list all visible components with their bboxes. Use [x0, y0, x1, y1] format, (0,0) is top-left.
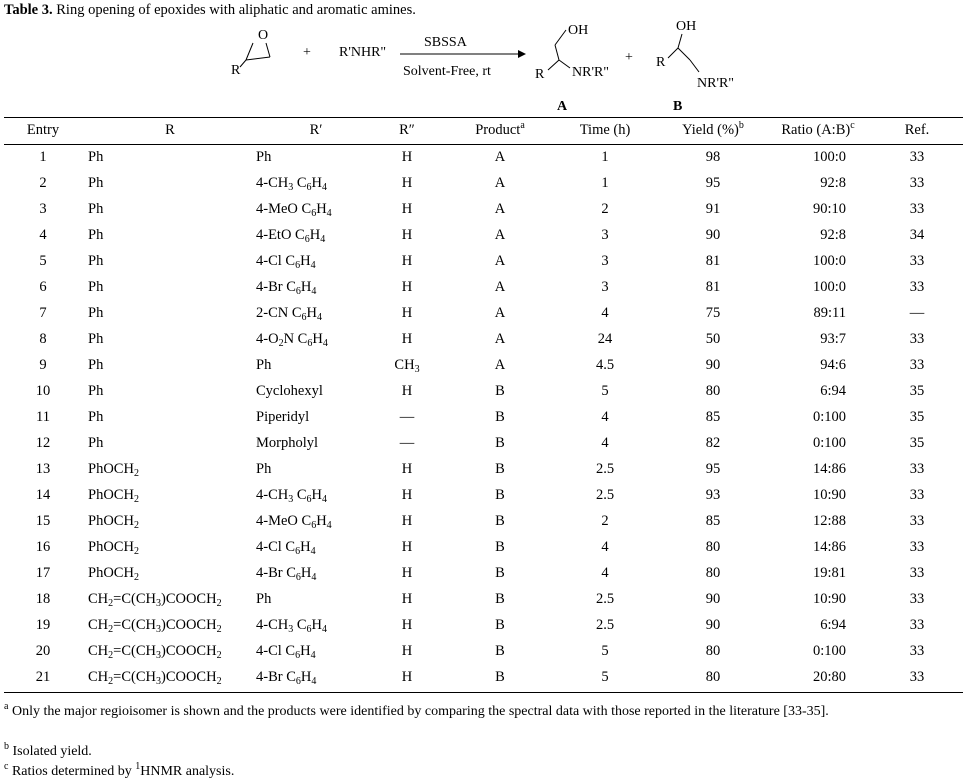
table-row	[0, 457, 967, 483]
cell-r-double-prime: H	[401, 227, 413, 243]
cell-entry: 3	[39, 201, 47, 217]
header-yield-sup: b	[738, 120, 744, 131]
cell-r-double-prime: H	[401, 201, 413, 217]
epoxide-oxygen: O	[258, 28, 269, 43]
cell-ref: 33	[909, 253, 925, 269]
cell-yield: 80	[705, 669, 721, 685]
cell-r: $CH_2=C(CH_3)COOCH_2$	[88, 643, 222, 661]
header-r: R	[165, 122, 175, 138]
cell-entry: 4	[39, 227, 47, 243]
cell-product: A	[494, 175, 506, 191]
cell-yield: 90	[705, 591, 721, 607]
cell-time: 2.5	[595, 617, 615, 633]
table-row	[0, 301, 967, 327]
header-entry: Entry	[26, 122, 60, 138]
cell-r: $CH_2=C(CH_3)COOCH_2$	[88, 617, 222, 635]
cell-product: B	[495, 383, 505, 399]
cell-r-double-prime: H	[401, 591, 413, 607]
product-b-amine: NR'R"	[697, 76, 735, 91]
cell-r-prime: 2-CN $C_6H_4$	[256, 305, 323, 323]
cell-ratio: 10:90	[812, 487, 846, 503]
cell-ratio: 94:6	[820, 357, 846, 373]
cell-yield: 91	[705, 201, 721, 217]
footnote-a	[4, 702, 959, 721]
footnote-b-mark: b	[4, 741, 9, 752]
product-a-bond-4	[559, 60, 570, 68]
cell-time: 4	[601, 565, 609, 581]
cell-ref: 33	[909, 279, 925, 295]
cell-ref: 33	[909, 175, 925, 191]
cell-yield: 80	[705, 643, 721, 659]
table-row	[0, 639, 967, 665]
cell-ratio: 92:8	[820, 227, 846, 243]
cell-time: 3	[601, 227, 609, 243]
cell-r-double-prime: H	[401, 643, 413, 659]
cell-r: Ph	[88, 227, 104, 243]
cell-time: 4.5	[595, 357, 615, 373]
cell-product: B	[495, 513, 505, 529]
table-row	[0, 483, 967, 509]
product-b-oh: OH	[676, 19, 697, 34]
product-a-amine: NR'R"	[572, 65, 610, 80]
cell-r: Ph	[88, 331, 104, 347]
plus-sign-2: +	[625, 50, 633, 65]
header-ratio-sup: c	[850, 120, 855, 131]
cell-r-double-prime: —	[399, 435, 415, 451]
cell-ref: 33	[909, 357, 925, 373]
cell-r-double-prime: H	[401, 487, 413, 503]
cell-time: 4	[601, 435, 609, 451]
cell-ratio: 14:86	[812, 539, 846, 555]
cell-entry: 6	[39, 279, 47, 295]
cell-entry: 2	[39, 175, 47, 191]
cell-ref: 35	[909, 383, 925, 399]
cell-time: 2.5	[595, 591, 615, 607]
cell-ratio: 6:94	[820, 617, 846, 633]
cell-product: B	[495, 669, 505, 685]
cell-ratio: 93:7	[820, 331, 846, 347]
cell-entry: 1	[39, 149, 47, 165]
footnote-b	[4, 742, 959, 761]
table-row	[0, 197, 967, 223]
cell-ref: 33	[909, 669, 925, 685]
cell-r-prime: 4-Br $C_6H_4$	[256, 565, 317, 583]
cell-yield: 85	[705, 409, 721, 425]
cell-entry: 11	[36, 409, 50, 425]
conditions-label: Solvent-Free, rt	[403, 64, 491, 79]
cell-r-prime: $4-O_2N$ $C_6H_4$	[256, 331, 328, 349]
epoxide-bond-right	[266, 43, 270, 57]
cell-entry: 16	[35, 539, 51, 555]
cell-ref: 33	[909, 643, 925, 659]
cell-time: 3	[601, 253, 609, 269]
cell-ref: 33	[909, 201, 925, 217]
cell-entry: 19	[35, 617, 51, 633]
cell-product: A	[494, 357, 506, 373]
cell-yield: 90	[705, 227, 721, 243]
cell-r-double-prime: H	[401, 461, 413, 477]
table-bottom-rule	[4, 692, 963, 693]
cell-entry: 12	[35, 435, 51, 451]
cell-entry: 14	[35, 487, 51, 503]
product-a-oh: OH	[568, 23, 589, 38]
cell-ratio: 12:88	[812, 513, 846, 529]
cell-ratio: 14:86	[812, 461, 846, 477]
cell-time: 2.5	[595, 487, 615, 503]
cell-r-double-prime: H	[401, 253, 413, 269]
cell-product: B	[495, 435, 505, 451]
cell-r-double-prime: H	[401, 669, 413, 685]
cell-product: A	[494, 253, 506, 269]
cell-yield: 90	[705, 357, 721, 373]
cell-time: 1	[601, 175, 609, 191]
cell-r: Ph	[88, 149, 104, 165]
cell-r: PhOCH$_2$	[88, 539, 139, 557]
cell-r-prime: 4-Br $C_6H_4$	[256, 279, 317, 297]
cell-ratio: 92:8	[820, 175, 846, 191]
cell-ref: 33	[909, 591, 925, 607]
table-row	[0, 535, 967, 561]
cell-yield: 80	[705, 383, 721, 399]
cell-ref: 33	[909, 617, 925, 633]
cell-yield: 50	[705, 331, 721, 347]
cell-r: Ph	[88, 305, 104, 321]
cell-entry: 8	[39, 331, 47, 347]
header-product	[475, 122, 525, 139]
cell-product: B	[495, 591, 505, 607]
footnote-c-mark: c	[4, 761, 9, 772]
cell-yield: 85	[705, 513, 721, 529]
table-row	[0, 587, 967, 613]
cell-ratio: 100:0	[812, 149, 846, 165]
header-product-sup: a	[520, 120, 525, 131]
cell-r-prime: Ph	[256, 149, 272, 165]
plus-sign-1: +	[303, 45, 311, 60]
cell-yield: 81	[705, 279, 721, 295]
header-yield	[682, 122, 744, 139]
cell-r-prime: Ph	[256, 461, 272, 477]
product-b-bond-4	[690, 60, 699, 72]
cell-time: 1	[601, 149, 609, 165]
epoxide-bond-r	[240, 60, 246, 67]
epoxide-r-label: R	[231, 63, 241, 78]
cell-product: B	[495, 643, 505, 659]
cell-time: 5	[601, 383, 609, 399]
cell-ref: 33	[909, 461, 925, 477]
cell-ref: 34	[909, 227, 925, 243]
cell-r: PhOCH$_2$	[88, 565, 139, 583]
cell-product: B	[495, 461, 505, 477]
footnote-a-mark: a	[4, 701, 9, 712]
cell-ratio: 0:100	[812, 409, 846, 425]
table-row	[0, 405, 967, 431]
cell-r-prime: $4-CH_3$ $C_6H_4$	[256, 487, 328, 505]
cell-r-prime: Cyclohexyl	[256, 383, 323, 399]
caption-text: Ring opening of epoxides with aliphatic and aromatic amines.	[56, 2, 416, 18]
cell-time: 5	[601, 643, 609, 659]
footnote-a-text: Only the major regioisomer is shown and the products were identified by comparing the spectral data with those reported in the literature [33-35].	[11, 704, 829, 719]
cell-r-prime: 4-MeO $C_6H_4$	[256, 513, 332, 531]
cell-product: A	[494, 201, 506, 217]
cell-entry: 21	[35, 669, 51, 685]
cell-r-prime: Ph	[256, 591, 272, 607]
cell-r-double-prime: H	[401, 175, 413, 191]
cell-ratio: 19:81	[812, 565, 846, 581]
cell-r-prime: $4-CH_3$ $C_6H_4$	[256, 175, 328, 193]
reaction-arrowhead	[518, 50, 526, 58]
catalyst-label: SBSSA	[424, 35, 467, 50]
cell-r-double-prime: H	[401, 539, 413, 555]
cell-r: PhOCH$_2$	[88, 487, 139, 505]
cell-r-double-prime: H	[401, 149, 413, 165]
cell-yield: 95	[705, 175, 721, 191]
product-b-bond-1	[678, 34, 682, 48]
product-b-label: B	[673, 99, 683, 114]
cell-ref: —	[909, 305, 925, 321]
cell-ref: 33	[909, 539, 925, 555]
table-row	[0, 327, 967, 353]
cell-time: 4	[601, 409, 609, 425]
cell-ratio: 0:100	[812, 435, 846, 451]
cell-product: B	[495, 487, 505, 503]
cell-ref: 35	[909, 435, 925, 451]
cell-r-prime: Piperidyl	[256, 409, 310, 425]
cell-r: Ph	[88, 357, 104, 373]
cell-ratio: 89:11	[813, 305, 846, 321]
cell-yield: 98	[705, 149, 721, 165]
header-ref: Ref.	[904, 122, 930, 138]
epoxide-bond-left	[246, 43, 253, 60]
cell-r-prime: 4-EtO $C_6H_4$	[256, 227, 326, 245]
cell-time: 2	[601, 201, 609, 217]
footnote-c-tail: HNMR analysis.	[140, 764, 235, 779]
table-row	[0, 561, 967, 587]
reaction-scheme	[0, 0, 967, 118]
cell-r-double-prime: H	[401, 331, 413, 347]
header-yield-text: Yield (%)	[682, 122, 739, 138]
product-b-bond-3	[678, 48, 690, 60]
cell-r: Ph	[88, 279, 104, 295]
cell-product: B	[495, 539, 505, 555]
cell-ratio: 20:80	[812, 669, 846, 685]
cell-entry: 20	[35, 643, 51, 659]
cell-r-double-prime: —	[399, 409, 415, 425]
cell-r-prime: 4-Cl $C_6H_4$	[256, 539, 316, 557]
product-b-bond-2	[668, 48, 678, 58]
footnote-c-text: Ratios determined by	[11, 764, 136, 779]
cell-time: 2	[601, 513, 609, 529]
cell-entry: 17	[35, 565, 51, 581]
cell-ref: 33	[909, 487, 925, 503]
cell-time: 5	[601, 669, 609, 685]
cell-r-prime: 4-Cl $C_6H_4$	[256, 643, 316, 661]
table-row	[0, 353, 967, 379]
product-a-bond-2	[555, 45, 559, 60]
cell-r-double-prime: H	[401, 305, 413, 321]
cell-ratio: 0:100	[812, 643, 846, 659]
table-row	[0, 509, 967, 535]
cell-r-prime: 4-Br $C_6H_4$	[256, 669, 317, 687]
cell-yield: 80	[705, 539, 721, 555]
cell-entry: 9	[39, 357, 47, 373]
cell-product: A	[494, 227, 506, 243]
cell-r-prime: 4-MeO $C_6H_4$	[256, 201, 332, 219]
cell-product: B	[495, 409, 505, 425]
header-ratio	[781, 122, 854, 139]
header-product-text: Product	[475, 122, 521, 138]
cell-product: A	[494, 149, 506, 165]
cell-r: Ph	[88, 253, 104, 269]
table-row	[0, 275, 967, 301]
footnote-b-text: Isolated yield.	[12, 744, 92, 759]
cell-r-double-prime: H	[401, 279, 413, 295]
cell-ref: 33	[909, 149, 925, 165]
product-a-r: R	[535, 67, 545, 82]
cell-time: 3	[601, 279, 609, 295]
cell-r: Ph	[88, 409, 104, 425]
cell-product: A	[494, 279, 506, 295]
cell-r-double-prime: H	[401, 383, 413, 399]
cell-ref: 33	[909, 331, 925, 347]
cell-ratio: 100:0	[812, 253, 846, 269]
amine-reagent: R'NHR"	[339, 45, 387, 60]
table-row	[0, 249, 967, 275]
cell-r-double-prime: H	[401, 513, 413, 529]
header-time: Time (h)	[579, 122, 631, 138]
cell-yield: 75	[705, 305, 721, 321]
cell-ref: 33	[909, 513, 925, 529]
table-row	[0, 145, 967, 171]
cell-entry: 5	[39, 253, 47, 269]
cell-yield: 95	[705, 461, 721, 477]
cell-yield: 82	[705, 435, 721, 451]
footnote-c	[4, 762, 959, 781]
product-a-bond-3	[548, 60, 559, 70]
cell-entry: 18	[35, 591, 51, 607]
cell-entry: 13	[35, 461, 51, 477]
cell-entry: 7	[39, 305, 47, 321]
cell-yield: 93	[705, 487, 721, 503]
cell-r-prime: 4-Cl $C_6H_4$	[256, 253, 316, 271]
cell-r: Ph	[88, 201, 104, 217]
product-a-bond-1	[555, 30, 566, 45]
cell-time: 4	[601, 539, 609, 555]
cell-time: 2.5	[595, 461, 615, 477]
cell-product: A	[494, 331, 506, 347]
cell-yield: 90	[705, 617, 721, 633]
cell-r: $CH_2=C(CH_3)COOCH_2$	[88, 669, 222, 687]
cell-r: PhOCH$_2$	[88, 513, 139, 531]
header-r-double-prime: R″	[399, 122, 415, 138]
cell-yield: 80	[705, 565, 721, 581]
table-header	[0, 118, 967, 144]
table-row	[0, 171, 967, 197]
cell-ratio: 10:90	[812, 591, 846, 607]
cell-r: $CH_2=C(CH_3)COOCH_2$	[88, 591, 222, 609]
cell-yield: 81	[705, 253, 721, 269]
cell-r-prime: Ph	[256, 357, 272, 373]
product-b-r: R	[656, 55, 666, 70]
cell-ratio: 6:94	[820, 383, 846, 399]
cell-r-double-prime: H	[401, 617, 413, 633]
cell-r: PhOCH$_2$	[88, 461, 139, 479]
cell-entry: 10	[35, 383, 51, 399]
epoxide-bond-cc	[246, 57, 270, 60]
table-label: Table 3.	[4, 2, 53, 18]
table-row	[0, 431, 967, 457]
cell-ref: 35	[909, 409, 925, 425]
table-row	[0, 665, 967, 691]
cell-time: 24	[597, 331, 613, 347]
cell-product: B	[495, 617, 505, 633]
header-r-prime: R′	[309, 122, 323, 138]
cell-r-double-prime: H	[401, 565, 413, 581]
cell-product: A	[494, 305, 506, 321]
cell-ratio: 90:10	[812, 201, 846, 217]
header-ratio-text: Ratio (A:B)	[781, 122, 851, 138]
table-row	[0, 223, 967, 249]
cell-ratio: 100:0	[812, 279, 846, 295]
cell-ref: 33	[909, 565, 925, 581]
cell-r: Ph	[88, 383, 104, 399]
cell-r: Ph	[88, 435, 104, 451]
product-a-label: A	[557, 99, 568, 114]
cell-entry: 15	[35, 513, 51, 529]
cell-r-prime: $4-CH_3$ $C_6H_4$	[256, 617, 328, 635]
cell-r: Ph	[88, 175, 104, 191]
table-row	[0, 379, 967, 405]
cell-time: 4	[601, 305, 609, 321]
cell-r-double-prime: $CH_3$	[394, 357, 420, 375]
cell-product: B	[495, 565, 505, 581]
table-row	[0, 613, 967, 639]
footnote-c-sup: 1	[135, 761, 141, 772]
cell-r-prime: Morpholyl	[256, 435, 319, 451]
